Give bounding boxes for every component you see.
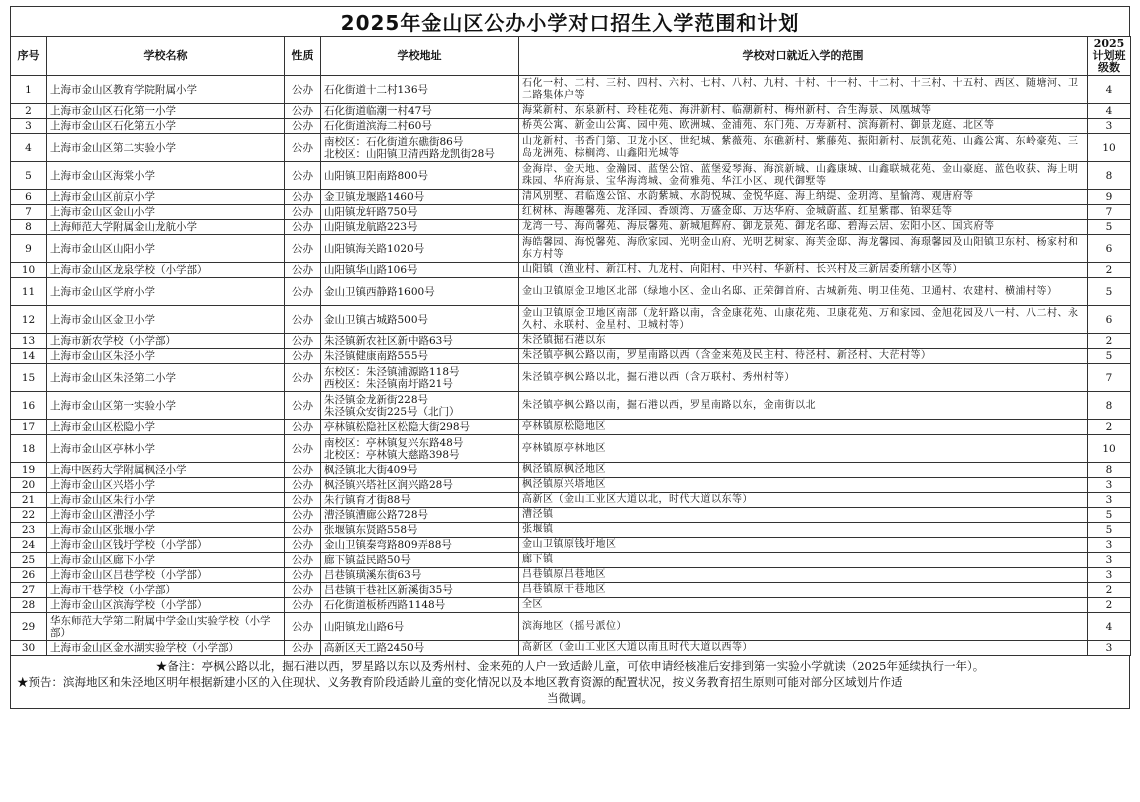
cell-scope: 金山卫镇原金卫地区南部（龙轩路以南，含金康花苑、山康花苑、卫康花苑、万和家园、金旭花园及八一村、八二村、永久村、永联村、金星村、卫城村等） xyxy=(519,306,1088,334)
cell-no: 27 xyxy=(11,583,47,598)
address-line: 山阳镇龙山路6号 xyxy=(324,620,405,633)
cell-no: 2 xyxy=(11,104,47,119)
table-row xyxy=(11,553,1131,568)
cell-address xyxy=(321,583,519,598)
address-line: 北校区：山阳镇卫清西路龙凯街28号 xyxy=(324,147,495,160)
cell-address xyxy=(321,235,519,263)
table-row xyxy=(11,263,1131,278)
cell-type: 公办 xyxy=(285,364,321,392)
cell-school-name: 上海市金山区朱泾第二小学 xyxy=(47,364,285,392)
cell-address xyxy=(321,392,519,420)
table-row xyxy=(11,76,1131,104)
address-line: 山阳镇龙轩路750号 xyxy=(324,206,418,218)
cell-school-name: 上海市金山区前京小学 xyxy=(47,190,285,205)
cell-no: 8 xyxy=(11,220,47,235)
cell-address xyxy=(321,104,519,119)
cell-no: 13 xyxy=(11,334,47,349)
cell-plan: 3 xyxy=(1088,493,1131,508)
cell-plan: 9 xyxy=(1088,190,1131,205)
address-line: 高新区天工路2450号 xyxy=(324,642,425,654)
cell-address xyxy=(321,306,519,334)
cell-scope: 滨海地区（摇号派位） xyxy=(519,613,1088,641)
note-preview-text: ★预告：滨海地区和朱泾地区明年根据新建小区的入住现状、义务教育阶段适龄儿童的变化情况以及本地区教育资源的配置状况，按义务教育招生原则可能对部分区域划片作适 xyxy=(17,675,903,689)
cell-school-name: 上海市金山区滨海学校（小学部） xyxy=(47,598,285,613)
cell-school-name: 上海市金山区兴塔小学 xyxy=(47,478,285,493)
table-row xyxy=(11,392,1131,420)
cell-type: 公办 xyxy=(285,583,321,598)
cell-school-name: 上海市金山区朱行小学 xyxy=(47,493,285,508)
address-line: 石化街道临潮一村47号 xyxy=(324,105,432,117)
cell-school-name: 上海市金山区海棠小学 xyxy=(47,162,285,190)
cell-type: 公办 xyxy=(285,553,321,568)
cell-no: 7 xyxy=(11,205,47,220)
table-row xyxy=(11,598,1131,613)
cell-scope: 金海岸、金天地、金瀚园、蓝堡公馆、蓝堡爱琴海、海滨新城、山鑫康城、山鑫联城花苑、金山豪庭、蓝色收获、海上明珠园、华府海景、宝华海湾城、金荷雅苑、华江小区、现代御墅等 xyxy=(519,162,1088,190)
cell-school-name: 上海市金山区吕巷学校（小学部） xyxy=(47,568,285,583)
cell-plan: 10 xyxy=(1088,134,1131,162)
table-row xyxy=(11,478,1131,493)
cell-no: 25 xyxy=(11,553,47,568)
cell-scope: 石化一村、二村、三村、四村、六村、七村、八村、九村、十村、十一村、十二村、十三村、十五村、西区、随塘河、卫二路集体户等 xyxy=(519,76,1088,104)
cell-address xyxy=(321,364,519,392)
header-scope: 学校对口就近入学的范围 xyxy=(519,37,1088,76)
cell-no: 19 xyxy=(11,463,47,478)
cell-plan: 3 xyxy=(1088,119,1131,134)
cell-plan: 8 xyxy=(1088,463,1131,478)
address-line: 南校区：石化街道东礁街86号 xyxy=(324,135,464,148)
table-row xyxy=(11,334,1131,349)
cell-scope: 朱泾镇亭枫公路以南，罗星南路以西（含金来苑及民主村、待泾村、新泾村、大茫村等） xyxy=(519,349,1088,364)
table-body xyxy=(11,76,1131,656)
cell-scope: 吕巷镇原吕巷地区 xyxy=(519,568,1088,583)
cell-type: 公办 xyxy=(285,463,321,478)
cell-type: 公办 xyxy=(285,76,321,104)
address-line: 石化街道滨海二村60号 xyxy=(324,120,432,132)
cell-school-name: 上海市新农学校（小学部） xyxy=(47,334,285,349)
header-plan-line3: 级数 xyxy=(1098,61,1120,74)
cell-address xyxy=(321,349,519,364)
table-row xyxy=(11,205,1131,220)
cell-scope: 廊下镇 xyxy=(519,553,1088,568)
address-line: 石化街道十二村136号 xyxy=(324,83,429,96)
cell-school-name: 上海市金山区松隐小学 xyxy=(47,420,285,435)
header-plan-line1: 2025 xyxy=(1093,37,1125,50)
cell-no: 12 xyxy=(11,306,47,334)
cell-plan: 3 xyxy=(1088,538,1131,553)
cell-plan: 5 xyxy=(1088,278,1131,306)
cell-plan: 8 xyxy=(1088,392,1131,420)
address-line: 吕巷镇璜溪东街63号 xyxy=(324,569,422,581)
cell-scope: 红树林、海趣馨苑、龙泽园、香颂湾、万盛金邸、万达华府、金城蔚蓝、红星紫郡、铂翠廷等 xyxy=(519,205,1088,220)
address-line: 朱行镇育才街88号 xyxy=(324,494,411,506)
cell-school-name: 上海市金山区教育学院附属小学 xyxy=(47,76,285,104)
cell-plan: 2 xyxy=(1088,334,1131,349)
enrollment-table xyxy=(10,36,1131,656)
note-preview-end: 当微调。 xyxy=(547,691,593,705)
cell-type: 公办 xyxy=(285,598,321,613)
cell-school-name: 上海市金山区朱泾小学 xyxy=(47,349,285,364)
header-type: 性质 xyxy=(285,37,321,76)
cell-no: 29 xyxy=(11,613,47,641)
cell-type: 公办 xyxy=(285,613,321,641)
cell-no: 18 xyxy=(11,435,47,463)
table-row xyxy=(11,508,1131,523)
address-line: 朱泾镇新农社区新中路63号 xyxy=(324,335,453,347)
cell-type: 公办 xyxy=(285,162,321,190)
table-row xyxy=(11,435,1131,463)
cell-address xyxy=(321,598,519,613)
table-row xyxy=(11,463,1131,478)
cell-school-name: 上海中医药大学附属枫泾小学 xyxy=(47,463,285,478)
cell-address xyxy=(321,263,519,278)
cell-school-name: 上海市干巷学校（小学部） xyxy=(47,583,285,598)
cell-type: 公办 xyxy=(285,435,321,463)
address-line: 亭林镇松隐社区松隐大街298号 xyxy=(324,421,471,433)
cell-type: 公办 xyxy=(285,134,321,162)
cell-plan: 3 xyxy=(1088,568,1131,583)
cell-plan: 3 xyxy=(1088,553,1131,568)
cell-plan: 5 xyxy=(1088,508,1131,523)
cell-plan: 4 xyxy=(1088,76,1131,104)
cell-address xyxy=(321,463,519,478)
cell-scope: 金山卫镇原金卫地区北部（绿地小区、金山名邸、正荣御首府、古城新苑、明卫佳苑、卫通村、农建村、横浦村等） xyxy=(519,278,1088,306)
cell-scope: 清风别墅、君临逸公馆、水韵紫城、水韵悦城、金悦华庭、海上纳缇、金玥湾、星愉湾、观唐府等 xyxy=(519,190,1088,205)
cell-no: 15 xyxy=(11,364,47,392)
cell-school-name: 上海市金山区亭林小学 xyxy=(47,435,285,463)
table-row xyxy=(11,134,1131,162)
cell-no: 17 xyxy=(11,420,47,435)
cell-scope: 亭林镇原亭林地区 xyxy=(519,435,1088,463)
cell-scope: 枫泾镇原兴塔地区 xyxy=(519,478,1088,493)
cell-no: 6 xyxy=(11,190,47,205)
cell-scope: 龙湾一号、海尚馨苑、海辰馨苑、新城旭辉府、御龙景苑、御龙名邸、碧海云居、宏阳小区、国宾府等 xyxy=(519,220,1088,235)
cell-no: 9 xyxy=(11,235,47,263)
note-remark: ★备注：亭枫公路以北，掘石港以西，罗星路以东以及秀州村、金来苑的人户一致适龄儿童，可依申请经核准后安排到第一实验小学就读（2025年延续执行一年）。 xyxy=(155,659,985,673)
address-line: 东校区：朱泾镇浦源路118号 xyxy=(324,365,460,378)
cell-type: 公办 xyxy=(285,220,321,235)
cell-scope: 海棠新村、东泉新村、玲桂花苑、海汫新村、临潮新村、梅州新村、合生海景、凤凰城等 xyxy=(519,104,1088,119)
cell-school-name: 上海市金山区金卫小学 xyxy=(47,306,285,334)
cell-school-name: 上海市金山区第二实验小学 xyxy=(47,134,285,162)
cell-plan: 5 xyxy=(1088,349,1131,364)
cell-scope: 枫泾镇原枫泾地区 xyxy=(519,463,1088,478)
cell-plan: 4 xyxy=(1088,613,1131,641)
address-line: 金山卫镇秦弯路809弄88号 xyxy=(324,539,452,551)
address-line: 南校区：亭林镇复兴东路48号 xyxy=(324,436,464,449)
table-row xyxy=(11,583,1131,598)
cell-address xyxy=(321,334,519,349)
cell-plan: 3 xyxy=(1088,478,1131,493)
cell-school-name: 上海师范大学附属金山龙航小学 xyxy=(47,220,285,235)
cell-type: 公办 xyxy=(285,205,321,220)
table-row xyxy=(11,220,1131,235)
cell-plan: 2 xyxy=(1088,263,1131,278)
cell-plan: 10 xyxy=(1088,435,1131,463)
cell-type: 公办 xyxy=(285,278,321,306)
cell-school-name: 上海市金山区石化第五小学 xyxy=(47,119,285,134)
table-row xyxy=(11,119,1131,134)
cell-no: 16 xyxy=(11,392,47,420)
table-row xyxy=(11,104,1131,119)
cell-no: 20 xyxy=(11,478,47,493)
cell-no: 10 xyxy=(11,263,47,278)
cell-plan: 6 xyxy=(1088,306,1131,334)
cell-address xyxy=(321,205,519,220)
cell-plan: 5 xyxy=(1088,220,1131,235)
header-address: 学校地址 xyxy=(321,37,519,76)
address-line: 石化街道板桥西路1148号 xyxy=(324,599,446,611)
table-row xyxy=(11,349,1131,364)
cell-type: 公办 xyxy=(285,538,321,553)
cell-school-name: 上海市金山区钱圩学校（小学部） xyxy=(47,538,285,553)
cell-type: 公办 xyxy=(285,508,321,523)
header-school-name: 学校名称 xyxy=(47,37,285,76)
address-line: 漕泾镇漕廊公路728号 xyxy=(324,509,429,521)
table-row xyxy=(11,641,1131,656)
cell-plan: 2 xyxy=(1088,598,1131,613)
cell-type: 公办 xyxy=(285,306,321,334)
cell-address xyxy=(321,119,519,134)
cell-type: 公办 xyxy=(285,190,321,205)
cell-school-name: 上海市金山区龙泉学校（小学部） xyxy=(47,263,285,278)
cell-scope: 山龙新村、书香门第、卫龙小区、世纪城、紫薇苑、东礁新村、紫藤苑、振阳新村、辰凯花苑、山鑫公寓、东岭豪苑、三岛龙洲苑、棕榈湾、山鑫阳光城等 xyxy=(519,134,1088,162)
cell-type: 公办 xyxy=(285,119,321,134)
address-line: 金山卫镇古城路500号 xyxy=(324,313,429,326)
cell-scope: 高新区（金山工业区大道以北，时代大道以东等） xyxy=(519,493,1088,508)
cell-scope: 全区 xyxy=(519,598,1088,613)
cell-plan: 8 xyxy=(1088,162,1131,190)
cell-no: 23 xyxy=(11,523,47,538)
cell-type: 公办 xyxy=(285,263,321,278)
cell-no: 14 xyxy=(11,349,47,364)
table-row xyxy=(11,613,1131,641)
cell-scope: 吕巷镇原干巷地区 xyxy=(519,583,1088,598)
cell-no: 28 xyxy=(11,598,47,613)
address-line: 西校区：朱泾镇南圩路21号 xyxy=(324,377,453,390)
cell-school-name: 上海市金山区廊下小学 xyxy=(47,553,285,568)
cell-scope: 漕泾镇 xyxy=(519,508,1088,523)
cell-address xyxy=(321,641,519,656)
cell-address xyxy=(321,420,519,435)
table-row xyxy=(11,306,1131,334)
cell-address xyxy=(321,278,519,306)
cell-plan: 4 xyxy=(1088,104,1131,119)
address-line: 山阳镇卫阳南路800号 xyxy=(324,169,429,182)
cell-no: 22 xyxy=(11,508,47,523)
cell-plan: 7 xyxy=(1088,364,1131,392)
table-row xyxy=(11,190,1131,205)
address-line: 吕巷镇干巷社区新溪街35号 xyxy=(324,584,453,596)
cell-address xyxy=(321,435,519,463)
cell-address xyxy=(321,478,519,493)
cell-school-name: 上海市金山区金水湖实验学校（小学部） xyxy=(47,641,285,656)
cell-type: 公办 xyxy=(285,568,321,583)
cell-plan: 5 xyxy=(1088,523,1131,538)
table-row xyxy=(11,235,1131,263)
address-line: 山阳镇华山路106号 xyxy=(324,264,418,276)
table-row xyxy=(11,493,1131,508)
cell-address xyxy=(321,76,519,104)
cell-scope: 朱泾镇亭枫公路以北，掘石港以西（含万联村、秀州村等） xyxy=(519,364,1088,392)
cell-type: 公办 xyxy=(285,104,321,119)
address-line: 山阳镇龙航路223号 xyxy=(324,221,418,233)
cell-no: 30 xyxy=(11,641,47,656)
cell-scope: 朱泾镇亭枫公路以南，掘石港以西，罗星南路以东，金南街以北 xyxy=(519,392,1088,420)
cell-no: 24 xyxy=(11,538,47,553)
cell-plan: 2 xyxy=(1088,420,1131,435)
cell-address xyxy=(321,190,519,205)
cell-type: 公办 xyxy=(285,493,321,508)
address-line: 枫泾镇北大街409号 xyxy=(324,464,418,476)
cell-scope: 海皓馨园、海悦馨苑、海欣家园、光明金山府、光明艺树家、海芙金邸、海龙馨园、海璟馨园及山阳镇卫东村、杨家村和东方村等 xyxy=(519,235,1088,263)
header-plan-line2: 计划班 xyxy=(1092,49,1126,62)
cell-address xyxy=(321,220,519,235)
note-preview xyxy=(17,674,1123,706)
cell-school-name: 华东师范大学第二附属中学金山实验学校（小学部） xyxy=(47,613,285,641)
address-line: 朱泾镇金龙新街228号 xyxy=(324,393,429,406)
cell-type: 公办 xyxy=(285,334,321,349)
table-row xyxy=(11,420,1131,435)
cell-no: 1 xyxy=(11,76,47,104)
cell-type: 公办 xyxy=(285,349,321,364)
cell-type: 公办 xyxy=(285,235,321,263)
table-row xyxy=(11,364,1131,392)
cell-no: 5 xyxy=(11,162,47,190)
table-header xyxy=(11,37,1131,76)
cell-type: 公办 xyxy=(285,478,321,493)
cell-school-name: 上海市金山区第一实验小学 xyxy=(47,392,285,420)
cell-school-name: 上海市金山区山阳小学 xyxy=(47,235,285,263)
address-line: 朱泾镇健康南路555号 xyxy=(324,350,429,362)
address-line: 张堰镇东贤路558号 xyxy=(324,524,418,536)
cell-address xyxy=(321,508,519,523)
address-line: 山阳镇海关路1020号 xyxy=(324,242,425,255)
cell-scope: 朱泾镇掘石港以东 xyxy=(519,334,1088,349)
cell-plan: 6 xyxy=(1088,235,1131,263)
cell-address xyxy=(321,523,519,538)
cell-address xyxy=(321,162,519,190)
cell-no: 11 xyxy=(11,278,47,306)
cell-school-name: 上海市金山区学府小学 xyxy=(47,278,285,306)
cell-no: 4 xyxy=(11,134,47,162)
table-row xyxy=(11,523,1131,538)
cell-scope: 金山卫镇原钱圩地区 xyxy=(519,538,1088,553)
cell-plan: 7 xyxy=(1088,205,1131,220)
cell-school-name: 上海市金山区漕泾小学 xyxy=(47,508,285,523)
address-line: 枫泾镇兴塔社区润兴路28号 xyxy=(324,479,453,491)
cell-type: 公办 xyxy=(285,523,321,538)
cell-school-name: 上海市金山区金山小学 xyxy=(47,205,285,220)
cell-type: 公办 xyxy=(285,392,321,420)
cell-scope: 桥英公寓、新金山公寓、园中苑、欧洲城、金浦苑、东门苑、万寿新村、滨海新村、御景龙庭、北区等 xyxy=(519,119,1088,134)
page-title: 2025年金山区公办小学对口招生入学范围和计划 xyxy=(10,6,1130,36)
cell-type: 公办 xyxy=(285,420,321,435)
cell-address xyxy=(321,568,519,583)
cell-plan: 2 xyxy=(1088,583,1131,598)
table-row xyxy=(11,538,1131,553)
table-row xyxy=(11,162,1131,190)
table-row xyxy=(11,568,1131,583)
header-plan xyxy=(1088,37,1131,76)
cell-plan: 3 xyxy=(1088,641,1131,656)
cell-address xyxy=(321,134,519,162)
cell-address xyxy=(321,538,519,553)
notes xyxy=(10,656,1130,709)
cell-address xyxy=(321,493,519,508)
header-no: 序号 xyxy=(11,37,47,76)
cell-address xyxy=(321,613,519,641)
address-line: 金卫镇龙堰路1460号 xyxy=(324,191,425,203)
cell-scope: 山阳镇（渔业村、新江村、九龙村、向阳村、中兴村、华新村、长兴村及三新居委所辖小区等） xyxy=(519,263,1088,278)
cell-no: 3 xyxy=(11,119,47,134)
cell-scope: 张堰镇 xyxy=(519,523,1088,538)
cell-no: 26 xyxy=(11,568,47,583)
cell-no: 21 xyxy=(11,493,47,508)
address-line: 北校区：亭林镇大慈路398号 xyxy=(324,448,460,461)
cell-school-name: 上海市金山区张堰小学 xyxy=(47,523,285,538)
cell-scope: 亭林镇原松隐地区 xyxy=(519,420,1088,435)
cell-type: 公办 xyxy=(285,641,321,656)
cell-school-name: 上海市金山区石化第一小学 xyxy=(47,104,285,119)
table-row xyxy=(11,278,1131,306)
address-line: 朱泾镇众安街225号（北门） xyxy=(324,405,460,418)
address-line: 金山卫镇西静路1600号 xyxy=(324,285,435,298)
cell-address xyxy=(321,553,519,568)
cell-scope: 高新区（金山工业区大道以南且时代大道以西等） xyxy=(519,641,1088,656)
address-line: 廊下镇益民路50号 xyxy=(324,554,411,566)
